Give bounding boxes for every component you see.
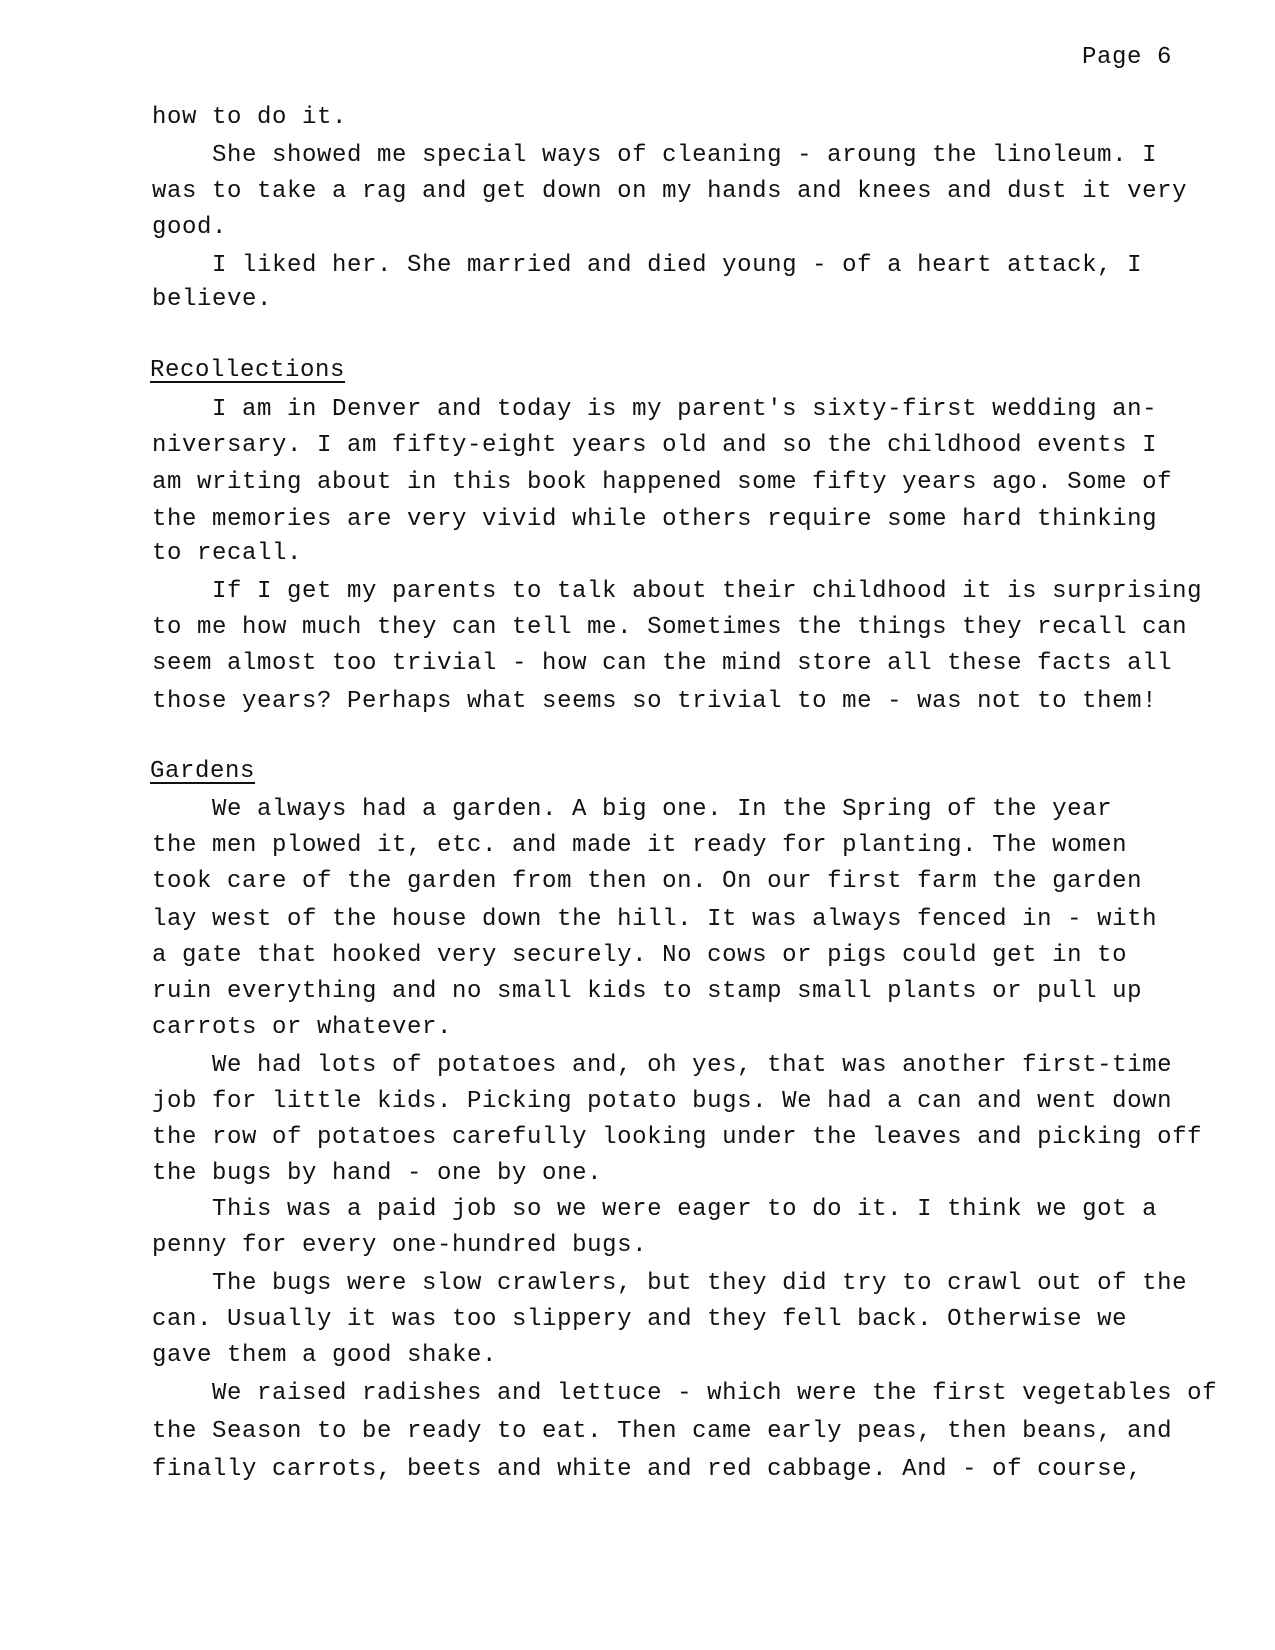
- text-line: how to do it.: [152, 104, 348, 131]
- text-line: niversary. I am fifty-eight years old and so the childhood events I: [152, 432, 1158, 459]
- text-line: the Season to be ready to eat. Then came early peas, then beans, and: [152, 1418, 1173, 1445]
- text-line: the men plowed it, etc. and made it ready for planting. The women: [152, 832, 1128, 859]
- text-line: carrots or whatever.: [152, 1014, 453, 1041]
- text-line: good.: [152, 214, 228, 241]
- paragraph-start-line: I am in Denver and today is my parent's sixty-first wedding an-: [212, 396, 1158, 423]
- text-line: the bugs by hand - one by one.: [152, 1160, 603, 1187]
- text-line: can. Usually it was too slippery and they fell back. Otherwise we: [152, 1306, 1128, 1333]
- section-heading-gardens: Gardens: [150, 758, 256, 785]
- paragraph-start-line: We always had a garden. A big one. In the Spring of the year: [212, 796, 1113, 823]
- text-line: am writing about in this book happened some fifty years ago. Some of: [152, 469, 1173, 496]
- paragraph-start-line: She showed me special ways of cleaning - aroung the linoleum. I: [212, 142, 1158, 169]
- text-line: lay west of the house down the hill. It was always fenced in - with: [152, 906, 1158, 933]
- text-line: seem almost too trivial - how can the mind store all these facts all: [152, 650, 1173, 677]
- text-line: took care of the garden from then on. On our first farm the garden: [152, 868, 1143, 895]
- section-heading-recollections: Recollections: [150, 357, 346, 384]
- text-line: penny for every one-hundred bugs.: [152, 1232, 648, 1259]
- page-number: Page 6: [1082, 44, 1173, 71]
- text-line: believe.: [152, 286, 273, 313]
- text-line: ruin everything and no small kids to stamp small plants or pull up: [152, 978, 1143, 1005]
- paragraph-start-line: If I get my parents to talk about their childhood it is surprising: [212, 578, 1203, 605]
- text-line: to recall.: [152, 540, 303, 567]
- paragraph-start-line: We raised radishes and lettuce - which were the first vegetables of: [212, 1380, 1218, 1407]
- text-line: to me how much they can tell me. Sometimes the things they recall can: [152, 614, 1188, 641]
- text-line: the memories are very vivid while others require some hard thinking: [152, 506, 1158, 533]
- text-line: those years? Perhaps what seems so trivial to me - was not to them!: [152, 688, 1158, 715]
- paragraph-start-line: The bugs were slow crawlers, but they did try to crawl out of the: [212, 1270, 1188, 1297]
- text-line: the row of potatoes carefully looking under the leaves and picking off: [152, 1124, 1203, 1151]
- text-line: gave them a good shake.: [152, 1342, 498, 1369]
- text-line: a gate that hooked very securely. No cows or pigs could get in to: [152, 942, 1128, 969]
- text-line: finally carrots, beets and white and red cabbage. And - of course,: [152, 1456, 1143, 1483]
- paragraph-start-line: I liked her. She married and died young - of a heart attack, I: [212, 252, 1143, 279]
- text-line: job for little kids. Picking potato bugs. We had a can and went down: [152, 1088, 1173, 1115]
- text-line: was to take a rag and get down on my hands and knees and dust it very: [152, 178, 1188, 205]
- paragraph-start-line: We had lots of potatoes and, oh yes, that was another first-time: [212, 1052, 1173, 1079]
- paragraph-start-line: This was a paid job so we were eager to do it. I think we got a: [212, 1196, 1158, 1223]
